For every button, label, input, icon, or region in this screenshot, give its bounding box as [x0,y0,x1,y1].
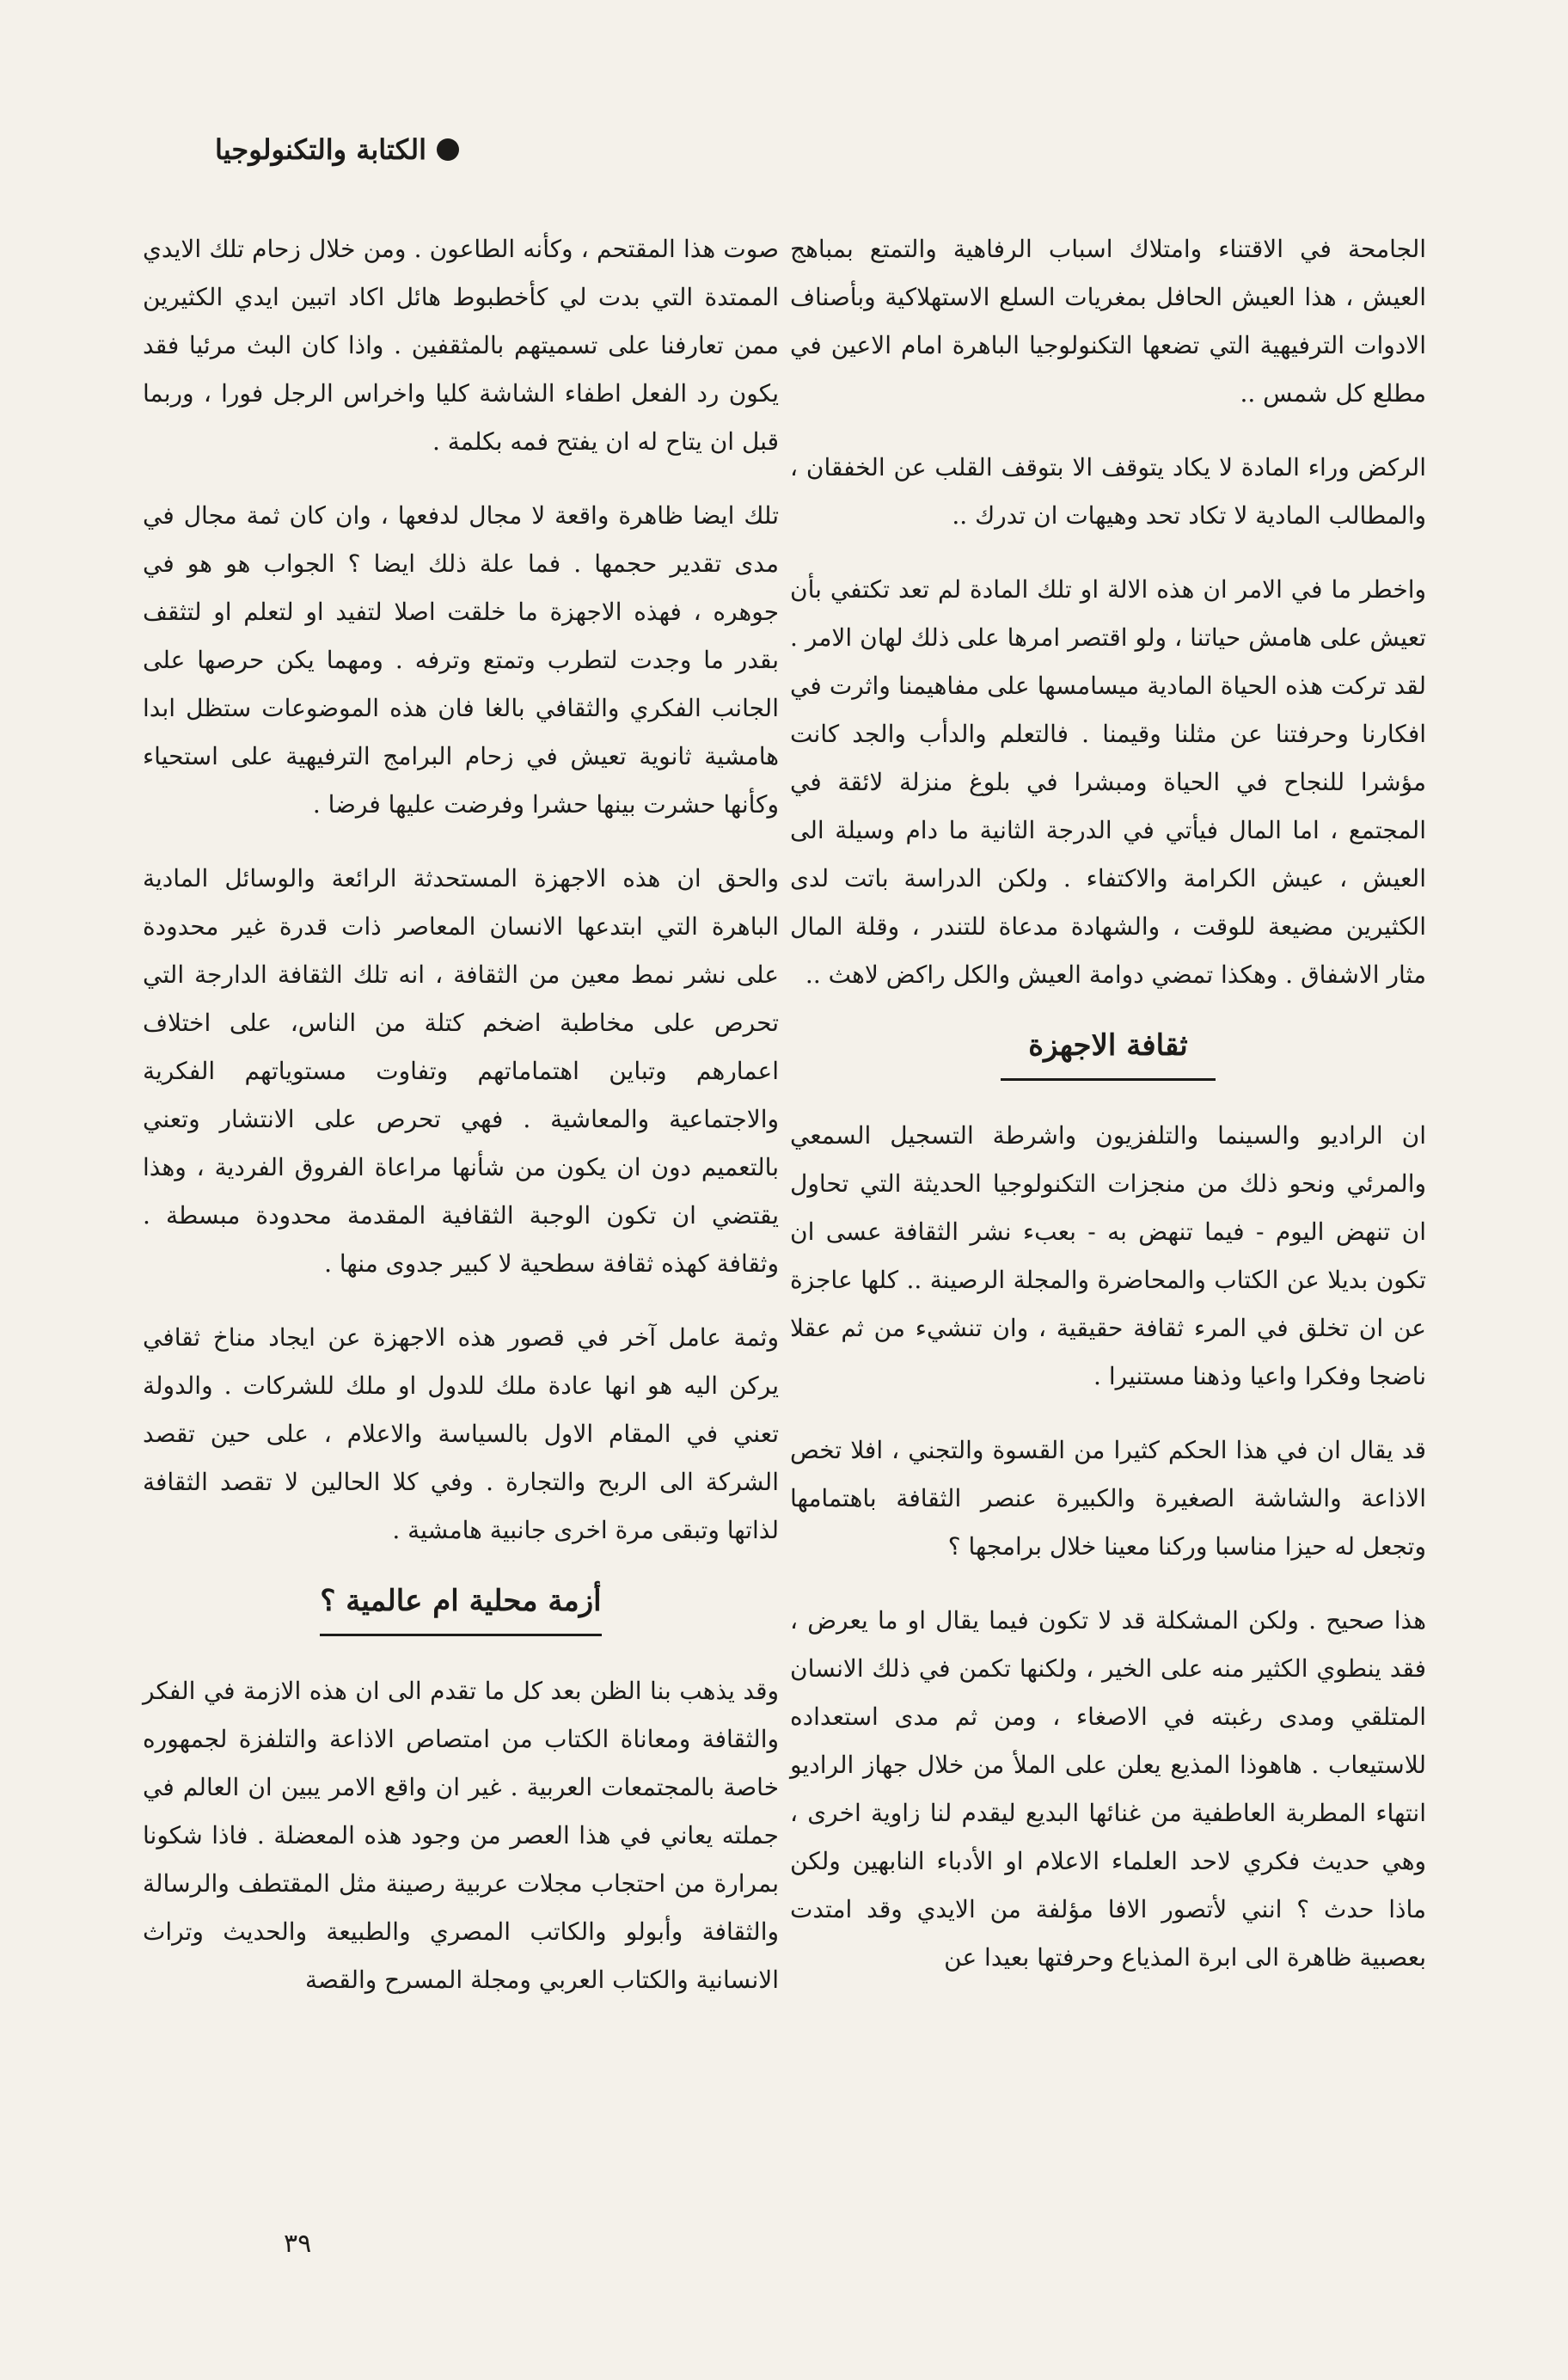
section-header [215,133,459,166]
header-title: الكتابة والتكنولوجيا [215,133,426,166]
paragraph: والحق ان هذه الاجهزة المستحدثة الرائعة والوسائل المادية الباهرة التي ابتدعها الانسان المعاصر ذات قدرة غير محدودة على نشر نمط معين من الثقافة ، انه تلك الثقافة الدارجة التي تحرص على مخاطبة اضخم كتلة من الناس، على اختلاف اعمارهم وتباين اهتماماتهم وتفاوت مستوياتهم الفكرية والاجتماعية والمعاشية . فهي تحرص على الانتشار وتعني بالتعميم دون ان يكون من شأنها مراعاة الفروق الفردية ، وهذا يقتضي ان تكون الوجبة الثقافية المقدمة محدودة مبسطة . وثقافة كهذه ثقافة سطحية لا كبير جدوى منها . [143,864,779,1278]
left-column [143,225,779,2030]
section-heading-text: ثقافة الاجهزة [1001,1025,1216,1081]
paragraph: وثمة عامل آخر في قصور هذه الاجهزة عن ايجاد مناخ ثقافي يركن اليه هو انها عادة ملك للدول او ملك للشركات . والدولة تعني في المقام الاول بالسياسة والاعلام ، على حين تقصد الشركة الى الربح والتجارة . وفي كلا الحالين لا تقصد الثقافة لذاتها وتبقى مرة اخرى جانبية هامشية . [143,1323,779,1544]
right-column [790,225,1426,2008]
paragraph: تلك ايضا ظاهرة واقعة لا مجال لدفعها ، وان كان ثمة مجال في مدى تقدير حجمها . فما علة ذلك ايضا ؟ الجواب هو هو في جوهره ، فهذه الاجهزة ما خلقت اصلا لتفيد او لتعلم او لتثقف بقدر ما وجدت لتطرب وتمتع وترفه . ومهما يكن حرصها على الجانب الفكري والثقافي بالغا فان هذه الموضوعات ستظل ابدا هامشية ثانوية تعيش في زحام البرامج الترفيهية على استحياء وكأنها حشرت بينها حشرا وفرضت عليها فرضا . [143,501,779,819]
paragraph: الجامحة في الاقتناء وامتلاك اسباب الرفاهية والتمتع بمباهج العيش ، هذا العيش الحافل بمغريات السلع الاستهلاكية وبأصناف الادوات الترفيهية التي تضعها التكنولوجيا الباهرة امام الاعين في مطلع كل شمس .. [790,235,1426,408]
paragraph: صوت هذا المقتحم ، وكأنه الطاعون . ومن خلال زحام تلك الايدي الممتدة التي بدت لي كأخطبوط هائل اكاد اتبين ايدي الكثيرين ممن تعارفنا على تسميتهم بالمثقفين . واذا كان البث مرئيا فقد يكون رد الفعل اطفاء الشاشة كليا واخراس الرجل فورا ، وربما قبل ان يتاح له ان يفتح فمه بكلمة . [143,235,779,456]
section-heading [790,1025,1426,1081]
section-heading-text: أزمة محلية ام عالمية ؟ [320,1580,601,1636]
paragraph: ان الراديو والسينما والتلفزيون واشرطة التسجيل السمعي والمرئي ونحو ذلك من منجزات التكنولوجيا الحديثة التي تحاول ان تنهض اليوم - فيما تنهض به - بعبء نشر الثقافة عسى ان تكون بديلا عن الكتاب والمحاضرة والمجلة الرصينة .. كلها عاجزة عن ان تخلق في المرء ثقافة حقيقية ، وان تنشيء من ثم عقلا ناضجا وفكرا واعيا وذهنا مستنيرا . [790,1121,1426,1390]
page-number: ٣٩ [284,2229,312,2259]
section-heading [143,1580,779,1636]
bullet-icon [437,138,459,161]
paragraph: الركض وراء المادة لا يكاد يتوقف الا بتوقف القلب عن الخفقان ، والمطالب المادية لا تكاد تحد وهيهات ان تدرك .. [790,453,1426,530]
paragraph: واخطر ما في الامر ان هذه الالة او تلك المادة لم تعد تكتفي بأن تعيش على هامش حياتنا ، ولو اقتصر امرها على ذلك لهان الامر . لقد تركت هذه الحياة المادية ميسامسها على مفاهيمنا واثرت في افكارنا وحرفتنا عن مثلنا وقيمنا . فالتعلم والدأب والجد كانت مؤشرا للنجاح في الحياة ومبشرا في بلوغ منزلة لائقة في المجتمع ، اما المال فيأتي في الدرجة الثانية ما دام وسيلة الى العيش ، عيش الكرامة والاكتفاء . ولكن الدراسة باتت لدى الكثيرين مضيعة للوقت ، والشهادة مدعاة للتندر ، وقلة المال مثار الاشفاق . وهكذا تمضي دوامة العيش والكل راكض لاهث .. [790,575,1426,989]
paragraph: هذا صحيح . ولكن المشكلة قد لا تكون فيما يقال او ما يعرض ، فقد ينطوي الكثير منه على الخير ، ولكنها تكمن في ذلك الانسان المتلقي ومدى رغبته في الاصغاء ، ومن ثم مدى استعداده للاستيعاب . هاهوذا المذيع يعلن على الملأ من خلال جهاز الراديو انتهاء المطربة العاطفية من غنائها البديع ليقدم لنا زاوية اخرى ، وهي حديث فكري لاحد العلماء الاعلام او الأدباء النابهين ولكن ماذا حدث ؟ انني لأتصور الافا مؤلفة من الايدي وقد امتدت بعصبية ظاهرة الى ابرة المذياع وحرفتها بعيدا عن [790,1606,1426,1972]
paragraph: قد يقال ان في هذا الحكم كثيرا من القسوة والتجني ، افلا تخص الاذاعة والشاشة الصغيرة والكبيرة عنصر الثقافة باهتمامها وتجعل له حيزا مناسبا وركنا معينا خلال برامجها ؟ [790,1436,1426,1561]
paragraph: وقد يذهب بنا الظن بعد كل ما تقدم الى ان هذه الازمة في الفكر والثقافة ومعاناة الكتاب من امتصاص الاذاعة والتلفزة لجمهوره خاصة بالمجتمعات العربية . غير ان واقع الامر يبين ان العالم في جملته يعاني في هذا العصر من وجود هذه المعضلة . فاذا شكونا بمرارة من احتجاب مجلات عربية رصينة مثل المقتطف والرسالة والثقافة وأبولو والكاتب المصري والطبيعة والحديث وتراث الانسانية والكتاب العربي ومجلة المسرح والقصة [143,1677,779,1994]
